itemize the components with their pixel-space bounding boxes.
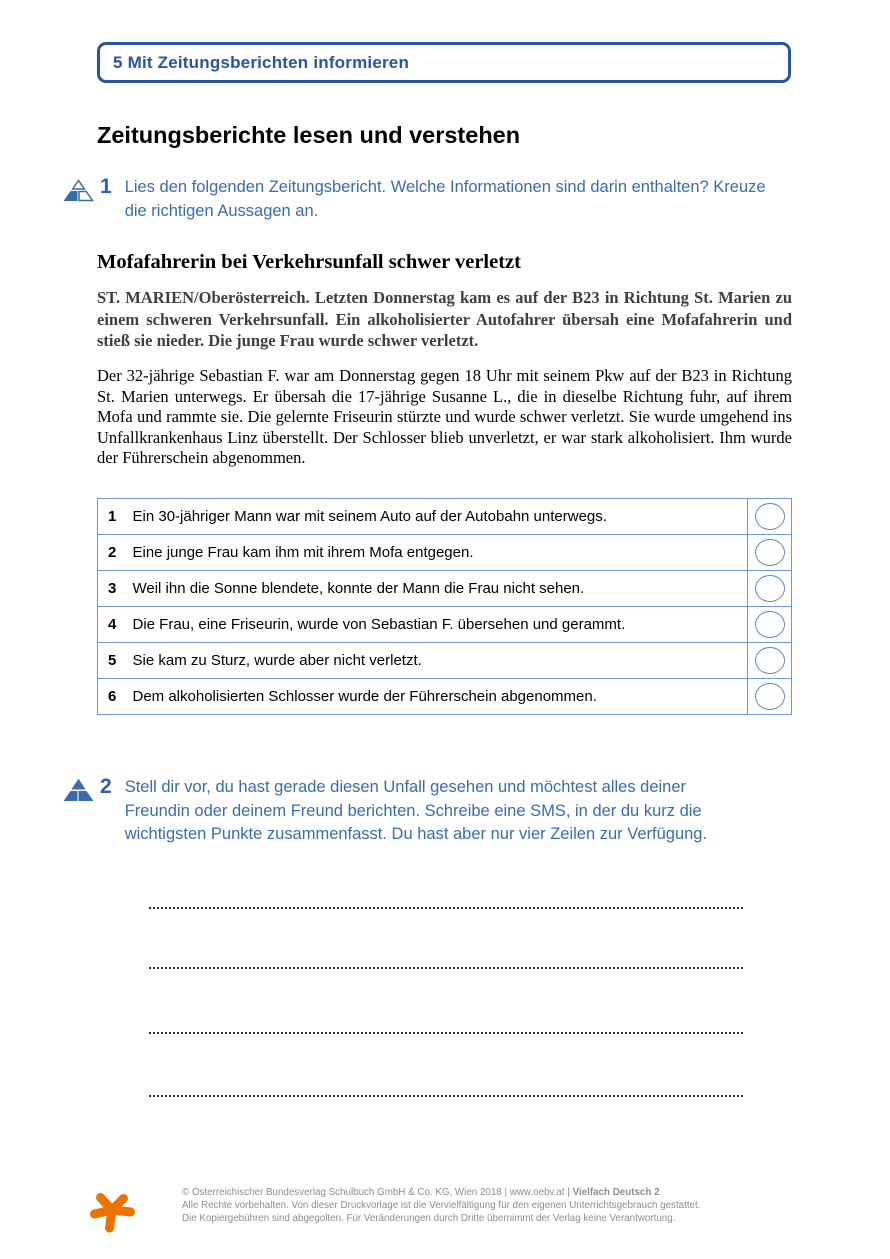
statement-text: Dem alkoholisierten Schlosser wurde der Führerschein abgenommen. [126,679,748,715]
footer-line-1: © Österreichischer Bundesverlag Schulbuch GmbH & Co. KG, Wien 2018 | www.oebv.at | Vielfach Deutsch 2 [182,1187,660,1198]
footer-line-3: Die Kopiergebühren sind abgegolten. Für Veränderungen durch Dritte übernimmt der Verlag keine Verantwortung. [182,1213,676,1224]
statement-row [98,607,792,643]
footer-line-2: Alle Rechte vorbehalten. Von dieser Druckvorlage ist die Vervielfältigung für den eigenen Unterrichtsgebrauch gestattet. [182,1200,701,1211]
answer-circle-4[interactable] [755,611,785,638]
answer-circle-6[interactable] [755,683,785,710]
statement-text: Sie kam zu Sturz, wurde aber nicht verletzt. [126,643,748,679]
statements-table [97,498,792,715]
statement-number: 4 [98,607,126,643]
statement-number: 3 [98,571,126,607]
unit-header-box [97,42,791,83]
answer-circle-2[interactable] [755,539,785,566]
footer-copyright [182,1186,700,1225]
statement-row [98,499,792,535]
statement-row [98,571,792,607]
article-body: Der 32-jährige Sebastian F. war am Donnerstag gegen 18 Uhr mit seinem Pkw auf der B23 in Richtung St. Marien unterwegs. Er übersah die 17-jährige Susanne L., die in dieselbe Richtung fuhr, auf ihrem Mofa und rammte sie. Die gelernte Friseurin stürzte und wurde schwer verletzt. Sie wurde umgehend ins Unfallkrankenhaus Linz überstellt. Der Schlosser blieb unverletzt, er war stark alkoholisiert. Ihm wurde der Führerschein abgenommen. [97,366,792,467]
writing-line-2[interactable] [149,967,743,969]
exercise-number: 1 [100,175,112,198]
page-title: Zeitungsberichte lesen und verstehen [97,122,521,148]
difficulty-triangle-icon [63,179,94,207]
difficulty-triangle-icon [63,779,94,807]
article-headline: Mofafahrerin bei Verkehrsunfall schwer verletzt [97,251,521,273]
writing-line-3[interactable] [149,1032,743,1034]
oebv-logo-icon [86,1182,136,1241]
answer-circle-5[interactable] [755,647,785,674]
answer-circle-1[interactable] [755,503,785,530]
book-title: Vielfach Deutsch 2 [572,1187,660,1198]
statement-row [98,535,792,571]
statement-row [98,679,792,715]
statement-text: Weil ihn die Sonne blendete, konnte der Mann die Frau nicht sehen. [126,571,748,607]
statement-text: Die Frau, eine Friseurin, wurde von Sebastian F. übersehen und gerammt. [126,607,748,643]
answer-circle-3[interactable] [755,575,785,602]
statement-text: Ein 30-jähriger Mann war mit seinem Auto auf der Autobahn unterwegs. [126,499,748,535]
statement-number: 6 [98,679,126,715]
statement-number: 2 [98,535,126,571]
exercise-instruction: Stell dir vor, du hast gerade diesen Unfall gesehen und möchtest alles deiner Freundin oder deinem Freund berichten. Schreibe eine SMS, in der du kurz die wichtigsten Punkte zusammenfasst. Du hast aber nur vier Zeilen zur Verfügung. [124,778,708,843]
exercise-1 [63,176,775,223]
exercise-instruction: Lies den folgenden Zeitungsbericht. Welche Informationen sind darin enthalten? Kreuze die richtigen Aussagen an. [124,178,766,220]
statement-number: 5 [98,643,126,679]
exercise-number: 2 [100,775,112,798]
article-lead: ST. MARIEN/Oberösterreich. Letzten Donnerstag kam es auf der B23 in Richtung St. Marien zu einem schweren Verkehrsunfall. Ein alkoholisierter Autofahrer übersah eine Mofafahrerin und stieß sie nieder. Die junge Frau wurde schwer verletzt. [97,288,792,350]
statement-text: Eine junge Frau kam ihm mit ihrem Mofa entgegen. [126,535,748,571]
statement-number: 1 [98,499,126,535]
statement-row [98,643,792,679]
unit-header-label: 5 Mit Zeitungsberichten informieren [113,52,410,72]
writing-line-4[interactable] [149,1095,743,1097]
writing-line-1[interactable] [149,907,743,909]
exercise-2 [63,776,727,847]
